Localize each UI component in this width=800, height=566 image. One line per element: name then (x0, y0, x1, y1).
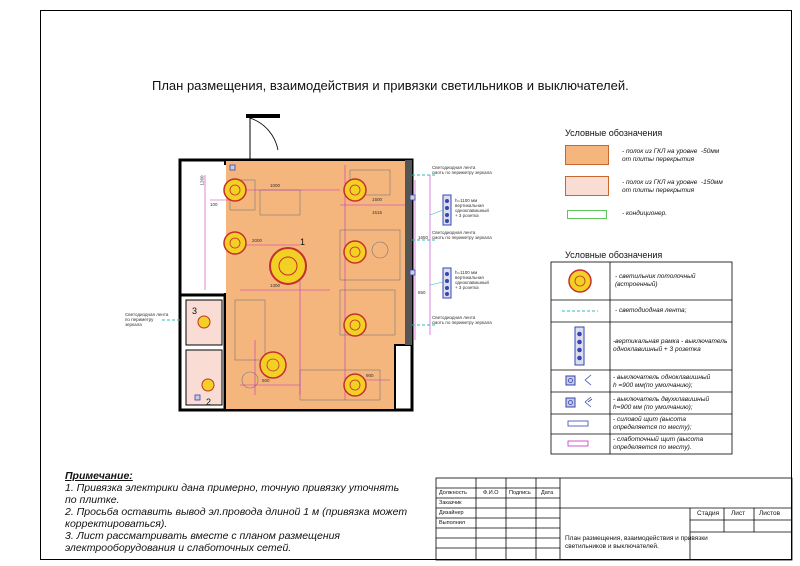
ceiling-light (344, 179, 366, 201)
window-wall (405, 160, 412, 345)
dimension-label: 2000 (252, 238, 263, 243)
legend-row-text: - выключатель одноклавишный h =900 мм(по умолчанию); (613, 374, 711, 389)
note-line: электрооборудования и слаботочных сетей. (65, 542, 292, 554)
tb-header: Ф.И.О (483, 490, 499, 496)
tb-header: Подпись (509, 490, 531, 496)
ceiling-light (260, 352, 286, 378)
room-number: 1 (300, 237, 306, 247)
tb-role: Дизайнер (439, 510, 464, 516)
ceiling-light (344, 374, 366, 396)
dimension-label: 1300 (270, 283, 281, 288)
room-number: 2 (206, 397, 212, 407)
led-strip-note: Светодиодная лента смоть по периметру зеркала (432, 165, 492, 175)
entrance-door (246, 114, 280, 160)
note-line: по плитке. (65, 494, 120, 506)
tb-stage-header: Листов (759, 510, 781, 517)
legend-row-text: - силовой щит (высота определяется по месту); (613, 416, 692, 431)
legend-row-text: - светодиодная лента; (615, 307, 687, 314)
dimension-label: 1260 (199, 175, 205, 186)
legend-item-text: - полок из ГКЛ на уровне -150мм от плиты перекрытия (622, 179, 723, 194)
ceiling-light (344, 241, 366, 263)
dimension-label: 850 (418, 290, 426, 295)
notes-block (65, 470, 407, 554)
ceiling-light (198, 316, 210, 328)
dimension-label: 600 (262, 378, 270, 383)
ceiling-light (224, 179, 246, 201)
legend-heading: Условные обозначения (565, 250, 663, 260)
legend-item-text: - полок из ГКЛ на уровне -50мм от плиты перекрытия (622, 148, 720, 163)
legend-row-text: - светильник потолочный (встроенный) (615, 273, 696, 288)
swatch-gkl-50 (565, 145, 609, 165)
frame-note: h=1100 мм вертикальная одноклавишный + 3 розетка (455, 198, 489, 218)
note-line: 3. Лист рассматривать вместе с планом размещения (65, 530, 341, 542)
swatch-gkl-150 (565, 176, 609, 196)
tb-stage-header: Лист (731, 510, 746, 517)
dimension-label: 1500 (372, 197, 383, 202)
legend-row-text: -вертикальная рамка - выключатель одноклавишный + 3 розетка (613, 338, 728, 353)
ceiling-light-main (270, 248, 306, 284)
tb-stage-header: Стадия (697, 510, 720, 517)
air-conditioner-icon (567, 210, 607, 219)
note-line: 2. Просьба оставить вывод эл.провода длиной 1 м (привязка может (65, 506, 408, 518)
ceiling-light (344, 314, 366, 336)
legend-row-text: - слаботочный щит (высота определяется по месту). (613, 436, 704, 451)
tb-role: Заказчик (439, 500, 462, 506)
note-line: 1. Привязка электрики дана примерно, точную привязку уточнять (65, 482, 400, 494)
led-strip-note-left: Светодиодная лента по периметру зеркала (125, 312, 169, 327)
ceiling-light (202, 379, 214, 391)
dimension-label: 900 (366, 373, 374, 378)
tb-header: Дата (541, 490, 554, 496)
dimension-label: 1650 (418, 235, 429, 240)
tb-header: Должность (439, 490, 467, 496)
dimension-label: 100 (210, 202, 218, 207)
vertical-frames (430, 195, 451, 298)
ceiling-light (224, 232, 246, 254)
legend-heading: Условные обозначения (565, 128, 663, 138)
legend-row-text: - выключатель двухклавишный h=900 мм (по умолчанию); (613, 396, 710, 411)
note-line: корректироваться). (65, 518, 168, 530)
tb-description: План размещения, взаимодействия и привязки светильников и выключателей. (565, 535, 708, 550)
legend-item-text: - кондиционер. (622, 210, 667, 217)
tb-role: Выполнил (439, 520, 466, 526)
notes-heading: Примечание: (65, 470, 133, 482)
dimension-label: 1515 (372, 210, 383, 215)
page-title: План размещения, взаимодействия и привязки светильников и выключателей. (152, 78, 629, 93)
frame-note: h=1100 мм вертикальная одноклавишный + 3 розетка (455, 270, 489, 290)
led-strip-note: Светодиодная лента смоть по периметру зеркала (432, 315, 492, 325)
led-strip-note: Светодиодная лента смоть по периметру зеркала (432, 230, 492, 240)
dimension-label: 1000 (270, 183, 281, 188)
room-number: 3 (192, 306, 198, 316)
